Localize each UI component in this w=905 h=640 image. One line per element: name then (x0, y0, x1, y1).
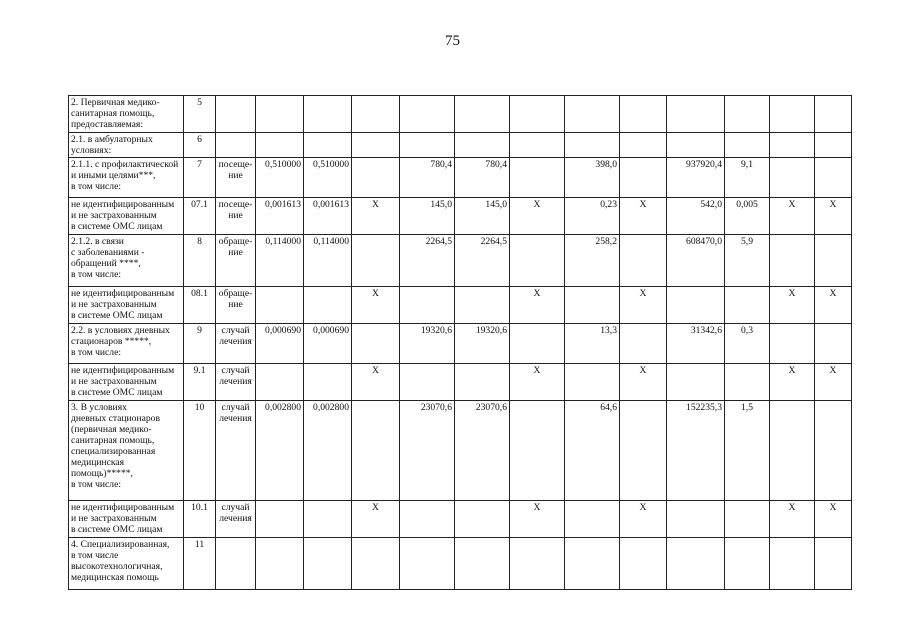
row-name-cell: 2. Первичная медико- санитарная помощь, предоставляемая: (69, 96, 184, 133)
value-cell (256, 287, 304, 324)
x-mark-cell (620, 401, 667, 501)
value-cell (400, 133, 455, 158)
row-name-cell: не идентифицированным и не застрахованным в системе ОМС лицам (69, 501, 184, 538)
x-mark-cell: Х (510, 198, 565, 235)
x-mark-cell: Х (510, 501, 565, 538)
value-cell: 0,005 (725, 198, 770, 235)
x-mark-cell (510, 158, 565, 198)
value-cell (565, 501, 620, 538)
value-cell (667, 133, 725, 158)
value-cell: 780,4 (455, 158, 510, 198)
value-cell (256, 538, 304, 590)
value-cell: 0,114000 (304, 235, 352, 287)
value-cell (304, 501, 352, 538)
value-cell: 19320,6 (455, 324, 510, 364)
x-mark-cell (815, 133, 852, 158)
row-name-cell: не идентифицированным и не застрахованным в системе ОМС лицам (69, 198, 184, 235)
value-cell (455, 287, 510, 324)
x-mark-cell: Х (352, 364, 400, 401)
row-code-cell: 07.1 (184, 198, 216, 235)
value-cell: 23070,6 (455, 401, 510, 501)
table-body (69, 96, 852, 590)
value-cell: 0,000690 (304, 324, 352, 364)
value-cell: 13,3 (565, 324, 620, 364)
table-row (69, 364, 852, 401)
row-code-cell: 10 (184, 401, 216, 501)
x-mark-cell (815, 96, 852, 133)
x-mark-cell (815, 538, 852, 590)
unit-cell (216, 133, 256, 158)
value-cell: 0,23 (565, 198, 620, 235)
row-name-cell: 2.1.2. в связи с заболеваниями - обращений ****, в том числе: (69, 235, 184, 287)
value-cell: 9,1 (725, 158, 770, 198)
x-mark-cell: Х (352, 287, 400, 324)
x-mark-cell (770, 401, 815, 501)
value-cell: 0,001613 (304, 198, 352, 235)
x-mark-cell (352, 158, 400, 198)
x-mark-cell (620, 158, 667, 198)
x-mark-cell: Х (352, 198, 400, 235)
x-mark-cell: Х (770, 364, 815, 401)
row-name-cell: 3. В условиях дневных стационаров (первичная медико- санитарная помощь, специализированная медицинская помощь)*****, в том числе: (69, 401, 184, 501)
row-code-cell: 10.1 (184, 501, 216, 538)
value-cell (256, 501, 304, 538)
x-mark-cell (510, 401, 565, 501)
x-mark-cell (620, 235, 667, 287)
value-cell (256, 133, 304, 158)
row-code-cell: 7 (184, 158, 216, 198)
x-mark-cell: Х (770, 501, 815, 538)
row-name-cell: 2.1. в амбулаторных условиях: (69, 133, 184, 158)
row-name-cell: 2.1.1. с профилактической и иными целями***, в том числе: (69, 158, 184, 198)
value-cell: 2264,5 (400, 235, 455, 287)
table-row (69, 401, 852, 501)
value-cell: 31342,6 (667, 324, 725, 364)
unit-cell: случай лечения (216, 364, 256, 401)
value-cell (667, 501, 725, 538)
value-cell (400, 96, 455, 133)
value-cell (304, 538, 352, 590)
data-table (68, 95, 852, 590)
value-cell (304, 96, 352, 133)
value-cell (455, 133, 510, 158)
x-mark-cell (815, 324, 852, 364)
value-cell (455, 501, 510, 538)
x-mark-cell (620, 324, 667, 364)
value-cell: 0,002800 (256, 401, 304, 501)
x-mark-cell (620, 133, 667, 158)
x-mark-cell: Х (620, 501, 667, 538)
x-mark-cell (770, 324, 815, 364)
row-code-cell: 6 (184, 133, 216, 158)
value-cell: 23070,6 (400, 401, 455, 501)
table-row (69, 133, 852, 158)
value-cell (565, 287, 620, 324)
row-code-cell: 11 (184, 538, 216, 590)
x-mark-cell (770, 538, 815, 590)
row-name-cell: не идентифицированным и не застрахованным в системе ОМС лицам (69, 287, 184, 324)
x-mark-cell (352, 96, 400, 133)
x-mark-cell (352, 401, 400, 501)
row-code-cell: 9 (184, 324, 216, 364)
x-mark-cell: Х (620, 364, 667, 401)
x-mark-cell (620, 538, 667, 590)
value-cell: 937920,4 (667, 158, 725, 198)
x-mark-cell: Х (620, 198, 667, 235)
value-cell: 0,3 (725, 324, 770, 364)
value-cell (565, 538, 620, 590)
value-cell: 1,5 (725, 401, 770, 501)
unit-cell (216, 96, 256, 133)
value-cell: 2264,5 (455, 235, 510, 287)
table-row (69, 235, 852, 287)
x-mark-cell (352, 133, 400, 158)
table-row (69, 96, 852, 133)
value-cell (667, 538, 725, 590)
x-mark-cell: Х (620, 287, 667, 324)
value-cell: 0,002800 (304, 401, 352, 501)
table-row (69, 287, 852, 324)
value-cell (304, 364, 352, 401)
value-cell (565, 96, 620, 133)
value-cell (725, 133, 770, 158)
row-name-cell: 4. Специализированная, в том числе высокотехнологичная, медицинская помощь (69, 538, 184, 590)
value-cell: 0,000690 (256, 324, 304, 364)
x-mark-cell: Х (815, 287, 852, 324)
value-cell (725, 96, 770, 133)
value-cell (725, 538, 770, 590)
table-row (69, 198, 852, 235)
value-cell (400, 538, 455, 590)
x-mark-cell: Х (815, 364, 852, 401)
value-cell (667, 287, 725, 324)
x-mark-cell: Х (510, 364, 565, 401)
value-cell: 608470,0 (667, 235, 725, 287)
x-mark-cell (620, 96, 667, 133)
value-cell (667, 96, 725, 133)
unit-cell: случай лечения (216, 501, 256, 538)
row-name-cell: не идентифицированным и не застрахованным в системе ОМС лицам (69, 364, 184, 401)
value-cell (455, 364, 510, 401)
value-cell (455, 96, 510, 133)
row-code-cell: 8 (184, 235, 216, 287)
unit-cell: посеще- ние (216, 158, 256, 198)
value-cell: 0,114000 (256, 235, 304, 287)
x-mark-cell (352, 235, 400, 287)
unit-cell: обраще- ние (216, 287, 256, 324)
value-cell (725, 364, 770, 401)
x-mark-cell (770, 158, 815, 198)
row-name-cell: 2.2. в условиях дневных стационаров *****, в том числе: (69, 324, 184, 364)
value-cell: 398,0 (565, 158, 620, 198)
value-cell: 5,9 (725, 235, 770, 287)
value-cell (667, 364, 725, 401)
value-cell (725, 287, 770, 324)
value-cell (455, 538, 510, 590)
x-mark-cell (770, 235, 815, 287)
value-cell (304, 133, 352, 158)
table-row (69, 158, 852, 198)
value-cell: 152235,3 (667, 401, 725, 501)
value-cell (400, 364, 455, 401)
x-mark-cell: Х (510, 287, 565, 324)
x-mark-cell: Х (815, 198, 852, 235)
x-mark-cell: Х (770, 198, 815, 235)
unit-cell (216, 538, 256, 590)
value-cell (725, 501, 770, 538)
x-mark-cell (510, 235, 565, 287)
x-mark-cell (815, 158, 852, 198)
value-cell: 258,2 (565, 235, 620, 287)
row-code-cell: 5 (184, 96, 216, 133)
row-code-cell: 08.1 (184, 287, 216, 324)
unit-cell: обраще- ние (216, 235, 256, 287)
value-cell (256, 364, 304, 401)
x-mark-cell (770, 133, 815, 158)
x-mark-cell (770, 96, 815, 133)
value-cell (400, 287, 455, 324)
value-cell: 780,4 (400, 158, 455, 198)
table-row (69, 324, 852, 364)
x-mark-cell: Х (770, 287, 815, 324)
unit-cell: случай лечения (216, 401, 256, 501)
value-cell: 0,001613 (256, 198, 304, 235)
value-cell: 145,0 (455, 198, 510, 235)
unit-cell: посеще- ние (216, 198, 256, 235)
row-code-cell: 9.1 (184, 364, 216, 401)
value-cell (304, 287, 352, 324)
table-row (69, 538, 852, 590)
value-cell: 64,6 (565, 401, 620, 501)
value-cell (400, 501, 455, 538)
x-mark-cell (510, 133, 565, 158)
x-mark-cell: Х (352, 501, 400, 538)
x-mark-cell (815, 235, 852, 287)
value-cell (256, 96, 304, 133)
value-cell: 145,0 (400, 198, 455, 235)
value-cell: 0,510000 (256, 158, 304, 198)
unit-cell: случай лечения (216, 324, 256, 364)
x-mark-cell: Х (815, 501, 852, 538)
x-mark-cell (815, 401, 852, 501)
x-mark-cell (352, 538, 400, 590)
table-row (69, 501, 852, 538)
page-number: 75 (445, 33, 460, 49)
value-cell: 0,510000 (304, 158, 352, 198)
value-cell: 19320,6 (400, 324, 455, 364)
value-cell: 542,0 (667, 198, 725, 235)
x-mark-cell (510, 324, 565, 364)
x-mark-cell (510, 96, 565, 133)
value-cell (565, 364, 620, 401)
x-mark-cell (352, 324, 400, 364)
value-cell (565, 133, 620, 158)
x-mark-cell (510, 538, 565, 590)
